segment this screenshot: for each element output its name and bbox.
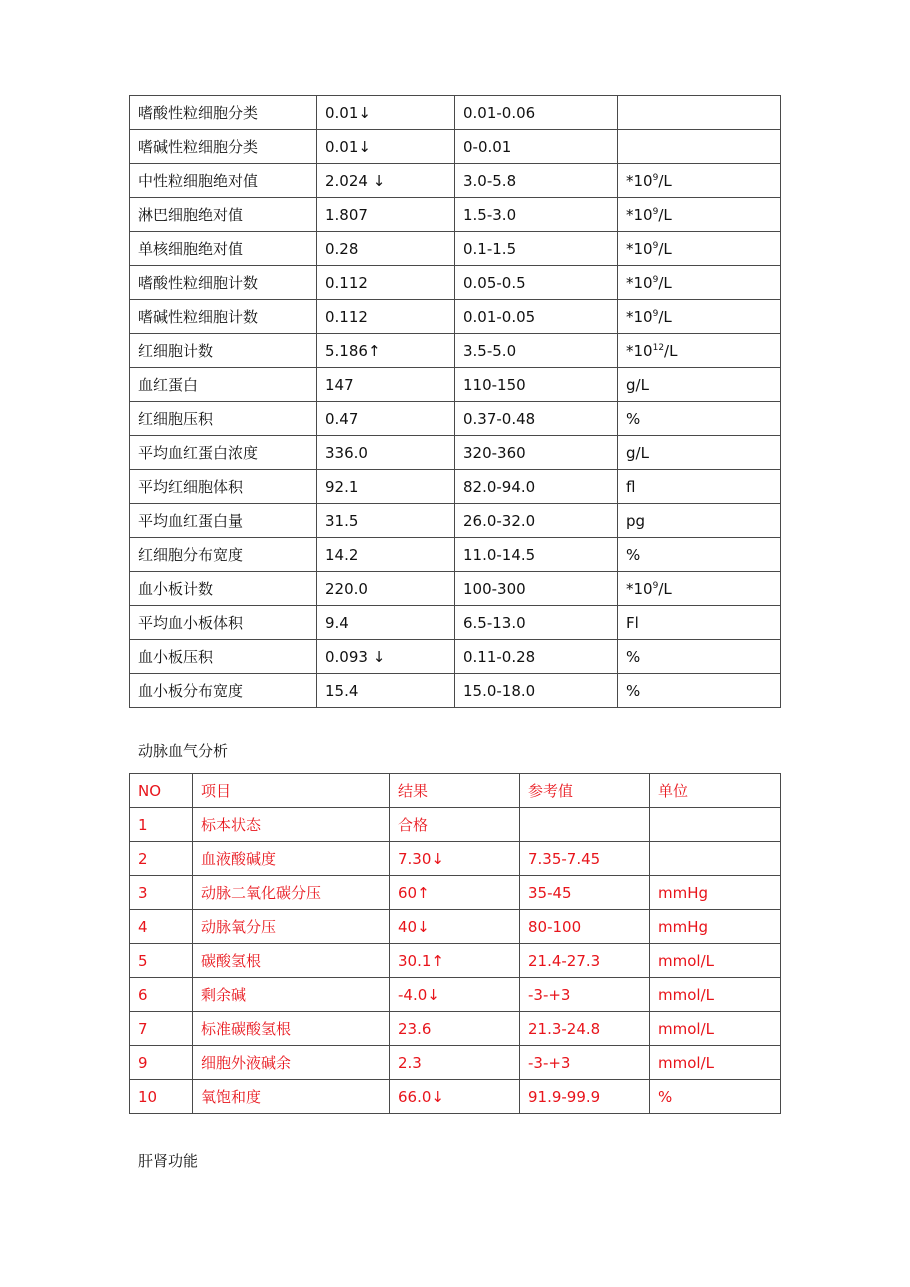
cbc-range-cell: 0.37-0.48 <box>455 402 618 436</box>
abg-no-cell: 4 <box>130 910 193 944</box>
cbc-row <box>130 640 781 674</box>
abg-result-cell: 40↓ <box>390 910 520 944</box>
cbc-item-cell: 平均血小板体积 <box>130 606 317 640</box>
abg-unit-cell <box>650 808 781 842</box>
cbc-row <box>130 96 781 130</box>
cbc-unit-base: % <box>626 545 641 564</box>
cbc-result-cell: 5.186↑ <box>317 334 455 368</box>
abg-unit-cell: mmol/L <box>650 944 781 978</box>
cbc-range-cell: 0.11-0.28 <box>455 640 618 674</box>
abg-range-cell: -3-+3 <box>520 1046 650 1080</box>
cbc-unit-exponent: 9 <box>652 580 659 591</box>
cbc-row <box>130 470 781 504</box>
cbc-unit-exponent: 12 <box>652 342 665 353</box>
cbc-result-cell: 0.01↓ <box>317 96 455 130</box>
cbc-table <box>129 95 781 708</box>
cbc-row <box>130 334 781 368</box>
cbc-row <box>130 198 781 232</box>
abg-result-cell: 60↑ <box>390 876 520 910</box>
cbc-unit-base: g/L <box>626 443 649 462</box>
cbc-item-cell: 嗜酸性粒细胞分类 <box>130 96 317 130</box>
abg-unit-cell: mmol/L <box>650 978 781 1012</box>
cbc-unit-base: fl <box>626 477 636 496</box>
cbc-unit-exponent: 9 <box>652 308 659 319</box>
abg-range-cell: 21.4-27.3 <box>520 944 650 978</box>
abg-range-cell: 35-45 <box>520 876 650 910</box>
cbc-unit-cell <box>618 232 781 266</box>
cbc-item-cell: 血小板计数 <box>130 572 317 606</box>
cbc-unit-base: *10 <box>626 205 653 224</box>
abg-item-cell: 标本状态 <box>193 808 390 842</box>
cbc-unit-base: g/L <box>626 375 649 394</box>
cbc-unit-base: *10 <box>626 273 653 292</box>
cbc-unit-base: pg <box>626 511 646 530</box>
cbc-range-cell: 3.5-5.0 <box>455 334 618 368</box>
abg-item-cell: 血液酸碱度 <box>193 842 390 876</box>
cbc-range-cell: 320-360 <box>455 436 618 470</box>
cbc-row <box>130 266 781 300</box>
cbc-row <box>130 572 781 606</box>
cbc-item-cell: 血小板压积 <box>130 640 317 674</box>
abg-result-cell: 2.3 <box>390 1046 520 1080</box>
cbc-unit-cell <box>618 198 781 232</box>
cbc-range-cell: 0.1-1.5 <box>455 232 618 266</box>
abg-range-cell: 21.3-24.8 <box>520 1012 650 1046</box>
abg-row <box>130 944 781 978</box>
cbc-result-cell: 0.093 ↓ <box>317 640 455 674</box>
abg-result-cell: -4.0↓ <box>390 978 520 1012</box>
cbc-unit-cell <box>618 96 781 130</box>
cbc-unit-suffix: /L <box>658 171 672 190</box>
cbc-unit-cell <box>618 266 781 300</box>
cbc-result-cell: 336.0 <box>317 436 455 470</box>
abg-unit-cell: mmHg <box>650 876 781 910</box>
cbc-range-cell: 3.0-5.8 <box>455 164 618 198</box>
cbc-unit-cell <box>618 368 781 402</box>
cbc-unit-base: % <box>626 409 641 428</box>
cbc-range-cell: 0-0.01 <box>455 130 618 164</box>
cbc-result-cell: 147 <box>317 368 455 402</box>
cbc-unit-exponent: 9 <box>652 172 659 183</box>
cbc-result-cell: 220.0 <box>317 572 455 606</box>
abg-row <box>130 910 781 944</box>
abg-no-cell: 5 <box>130 944 193 978</box>
abg-unit-cell: % <box>650 1080 781 1114</box>
cbc-item-cell: 嗜酸性粒细胞计数 <box>130 266 317 300</box>
cbc-row <box>130 674 781 708</box>
abg-header-range: 参考值 <box>520 774 650 808</box>
abg-item-cell: 动脉氧分压 <box>193 910 390 944</box>
cbc-item-cell: 红细胞分布宽度 <box>130 538 317 572</box>
cbc-result-cell: 92.1 <box>317 470 455 504</box>
abg-unit-cell: mmol/L <box>650 1046 781 1080</box>
cbc-result-cell: 0.01↓ <box>317 130 455 164</box>
abg-result-cell: 合格 <box>390 808 520 842</box>
cbc-range-cell: 15.0-18.0 <box>455 674 618 708</box>
cbc-result-cell: 0.28 <box>317 232 455 266</box>
cbc-row <box>130 130 781 164</box>
cbc-unit-cell <box>618 300 781 334</box>
abg-item-cell: 标准碳酸氢根 <box>193 1012 390 1046</box>
cbc-unit-cell <box>618 640 781 674</box>
cbc-unit-suffix: /L <box>658 273 672 292</box>
cbc-table-body <box>130 96 781 708</box>
abg-range-cell: 80-100 <box>520 910 650 944</box>
cbc-range-cell: 6.5-13.0 <box>455 606 618 640</box>
cbc-row <box>130 368 781 402</box>
abg-row <box>130 808 781 842</box>
cbc-unit-exponent: 9 <box>652 240 659 251</box>
abg-item-cell: 细胞外液碱余 <box>193 1046 390 1080</box>
abg-unit-cell: mmHg <box>650 910 781 944</box>
cbc-unit-cell <box>618 572 781 606</box>
cbc-unit-base: *10 <box>626 579 653 598</box>
cbc-result-cell: 0.47 <box>317 402 455 436</box>
cbc-result-cell: 14.2 <box>317 538 455 572</box>
abg-range-cell: 7.35-7.45 <box>520 842 650 876</box>
cbc-item-cell: 嗜碱性粒细胞分类 <box>130 130 317 164</box>
cbc-result-cell: 1.807 <box>317 198 455 232</box>
cbc-item-cell: 平均血红蛋白量 <box>130 504 317 538</box>
cbc-item-cell: 单核细胞绝对值 <box>130 232 317 266</box>
cbc-unit-base: % <box>626 681 641 700</box>
abg-row <box>130 978 781 1012</box>
cbc-item-cell: 血小板分布宽度 <box>130 674 317 708</box>
cbc-unit-cell <box>618 130 781 164</box>
cbc-range-cell: 82.0-94.0 <box>455 470 618 504</box>
abg-range-cell <box>520 808 650 842</box>
cbc-unit-suffix: /L <box>658 307 672 326</box>
cbc-row <box>130 232 781 266</box>
cbc-row <box>130 606 781 640</box>
abg-table-body <box>130 808 781 1114</box>
cbc-unit-cell <box>618 674 781 708</box>
cbc-unit-base: *10 <box>626 341 653 360</box>
cbc-item-cell: 红细胞计数 <box>130 334 317 368</box>
abg-result-cell: 66.0↓ <box>390 1080 520 1114</box>
cbc-result-cell: 2.024 ↓ <box>317 164 455 198</box>
abg-row <box>130 876 781 910</box>
abg-item-cell: 动脉二氧化碳分压 <box>193 876 390 910</box>
cbc-unit-cell <box>618 538 781 572</box>
cbc-result-cell: 0.112 <box>317 266 455 300</box>
abg-result-cell: 23.6 <box>390 1012 520 1046</box>
abg-row <box>130 842 781 876</box>
cbc-range-cell: 110-150 <box>455 368 618 402</box>
cbc-unit-cell <box>618 504 781 538</box>
abg-header-result: 结果 <box>390 774 520 808</box>
abg-row <box>130 1080 781 1114</box>
cbc-unit-exponent: 9 <box>652 206 659 217</box>
cbc-unit-base: *10 <box>626 239 653 258</box>
cbc-row <box>130 300 781 334</box>
cbc-row <box>130 436 781 470</box>
liver-kidney-section-heading: 肝肾功能 <box>138 1152 199 1170</box>
abg-section-heading: 动脉血气分析 <box>138 742 229 760</box>
abg-result-cell: 7.30↓ <box>390 842 520 876</box>
cbc-range-cell: 1.5-3.0 <box>455 198 618 232</box>
cbc-item-cell: 平均血红蛋白浓度 <box>130 436 317 470</box>
abg-header-unit: 单位 <box>650 774 781 808</box>
cbc-unit-suffix: /L <box>664 341 678 360</box>
cbc-unit-cell <box>618 606 781 640</box>
abg-no-cell: 7 <box>130 1012 193 1046</box>
cbc-item-cell: 嗜碱性粒细胞计数 <box>130 300 317 334</box>
abg-range-cell: 91.9-99.9 <box>520 1080 650 1114</box>
abg-no-cell: 2 <box>130 842 193 876</box>
cbc-unit-cell <box>618 470 781 504</box>
abg-no-cell: 6 <box>130 978 193 1012</box>
abg-unit-cell <box>650 842 781 876</box>
cbc-range-cell: 0.01-0.05 <box>455 300 618 334</box>
cbc-result-cell: 0.112 <box>317 300 455 334</box>
cbc-item-cell: 淋巴细胞绝对值 <box>130 198 317 232</box>
abg-item-cell: 氧饱和度 <box>193 1080 390 1114</box>
abg-no-cell: 3 <box>130 876 193 910</box>
cbc-row <box>130 402 781 436</box>
cbc-range-cell: 26.0-32.0 <box>455 504 618 538</box>
abg-row <box>130 1046 781 1080</box>
abg-range-cell: -3-+3 <box>520 978 650 1012</box>
abg-item-cell: 剩余碱 <box>193 978 390 1012</box>
abg-result-cell: 30.1↑ <box>390 944 520 978</box>
cbc-item-cell: 血红蛋白 <box>130 368 317 402</box>
cbc-unit-base: *10 <box>626 171 653 190</box>
cbc-item-cell: 平均红细胞体积 <box>130 470 317 504</box>
cbc-row <box>130 504 781 538</box>
abg-header-no: NO <box>130 774 193 808</box>
abg-no-cell: 10 <box>130 1080 193 1114</box>
cbc-result-cell: 31.5 <box>317 504 455 538</box>
abg-no-cell: 9 <box>130 1046 193 1080</box>
cbc-range-cell: 0.05-0.5 <box>455 266 618 300</box>
cbc-unit-cell <box>618 164 781 198</box>
cbc-row <box>130 164 781 198</box>
cbc-unit-base: % <box>626 647 641 666</box>
cbc-unit-exponent: 9 <box>652 274 659 285</box>
cbc-unit-cell <box>618 436 781 470</box>
abg-table <box>129 773 781 1114</box>
abg-row <box>130 1012 781 1046</box>
cbc-unit-cell <box>618 402 781 436</box>
cbc-unit-base: Fl <box>626 613 639 632</box>
cbc-unit-suffix: /L <box>658 205 672 224</box>
cbc-range-cell: 100-300 <box>455 572 618 606</box>
abg-header-item: 项目 <box>193 774 390 808</box>
cbc-unit-suffix: /L <box>658 579 672 598</box>
abg-no-cell: 1 <box>130 808 193 842</box>
cbc-item-cell: 红细胞压积 <box>130 402 317 436</box>
cbc-unit-base: *10 <box>626 307 653 326</box>
cbc-item-cell: 中性粒细胞绝对值 <box>130 164 317 198</box>
abg-unit-cell: mmol/L <box>650 1012 781 1046</box>
cbc-unit-suffix: /L <box>658 239 672 258</box>
abg-item-cell: 碳酸氢根 <box>193 944 390 978</box>
cbc-range-cell: 0.01-0.06 <box>455 96 618 130</box>
cbc-result-cell: 15.4 <box>317 674 455 708</box>
cbc-result-cell: 9.4 <box>317 606 455 640</box>
cbc-range-cell: 11.0-14.5 <box>455 538 618 572</box>
cbc-row <box>130 538 781 572</box>
abg-header-row <box>130 774 781 808</box>
cbc-unit-cell <box>618 334 781 368</box>
